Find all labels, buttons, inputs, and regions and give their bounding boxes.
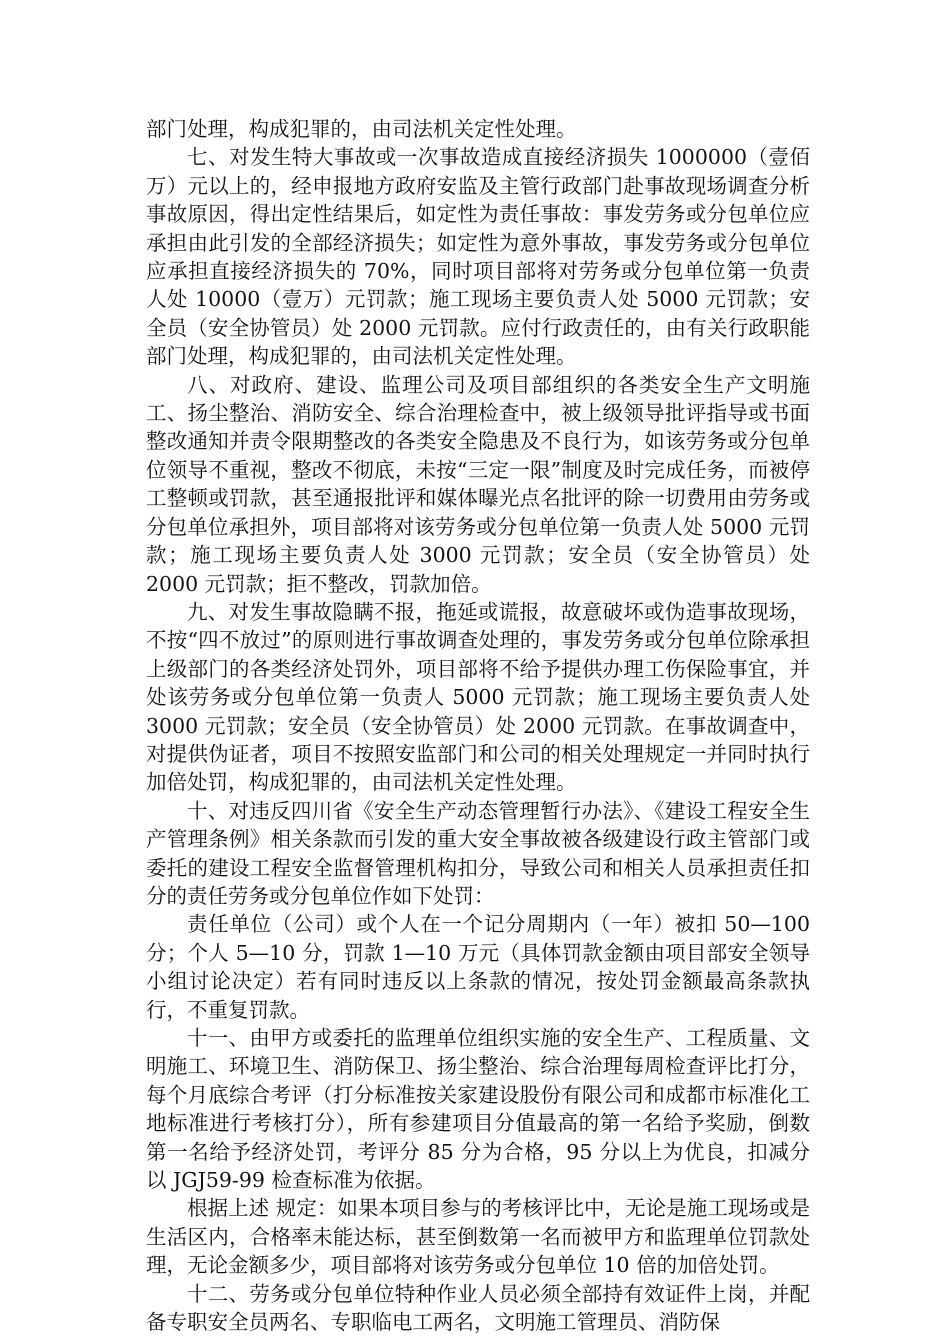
paragraph-clause-11-rule: 根据上述 规定：如果本项目参与的考核评比中，无论是施工现场或是生活区内，合格率未能达标，甚至倒数第一名而被甲方和监理单位罚款处理，无论金额多少，项目部将对该劳务或分包单位 10 倍的加倍处罚。 [146, 1196, 810, 1278]
paragraph-clause-7: 七、对发生特大事故或一次事故造成直接经济损失 1000000（壹佰万）元以上的，经申报地方政府安监及主管行政部门赴事故现场调查分析事故原因，得出定性结果后，如定性为责任事故：事发劳务或分包单位应承担由此引发的全部经济损失；如定性为意外事故，事发劳务或分包单位应承担直接经济损失的 70%，同时项目部将对劳务或分包单位第一负责人处 10000（壹万）元罚款；施工现场主要负责人处 5000 元罚款；安全员（安全协管员）处 2000 元罚款。应付行政责任的，由有关行政职能部门处理，构成犯罪的，由司法机关定性处理。 [146, 145, 810, 369]
paragraph-clause-11: 十一、由甲方或委托的监理单位组织实施的安全生产、工程质量、文明施工、环境卫生、消防保卫、扬尘整治、综合治理每周检查评比打分，每个月底综合考评（打分标准按关家建设股份有限公司和成都市标准化工地标准进行考核打分），所有参建项目分值最高的第一名给予奖励，倒数第一名给予经济处罚，考评分 85 分为合格，95 分以上为优良，扣减分以 JGJ59-99 检查标准为依据。 [146, 1026, 810, 1193]
paragraph-clause-10-penalty: 责任单位（公司）或个人在一个记分周期内（一年）被扣 50—100 分；个人 5—10 分，罚款 1—10 万元（具体罚款金额由项目部安全领导小组讨论决定）若有同时违反以上条款的情况，按处罚金额最高条款执行，不重复罚款。 [146, 912, 810, 1022]
paragraph-clause-12: 十二、劳务或分包单位特种作业人员必须全部持有效证件上岗，并配备专职安全员两名、专职临电工两名，文明施工管理员、消防保 [146, 1281, 810, 1335]
paragraph-clause-9: 九、对发生事故隐瞒不报，拖延或谎报，故意破坏或伪造事故现场，不按“四不放过”的原则进行事故调查处理的，事发劳务或分包单位除承担上级部门的各类经济处罚外，项目部将不给予提供办理工伤保险事宜，并处该劳务或分包单位第一负责人 5000 元罚款；施工现场主要负责人处 3000 元罚款；安全员（安全协管员）处 2000 元罚款。在事故调查中，对提供伪证者，项目不按照安监部门和公司的相关处理规定一并同时执行加倍处罚，构成犯罪的，由司法机关定性处理。 [146, 599, 810, 795]
paragraph-continuation: 部门处理，构成犯罪的，由司法机关定性处理。 [146, 117, 577, 141]
paragraph-clause-10: 十、对违反四川省《安全生产动态管理暂行办法》、《建设工程安全生产管理条例》相关条款而引发的重大安全事故被各级建设行政主管部门或委托的建设工程安全监督管理机构扣分，导致公司和相关人员承担责任扣分的责任劳务或分包单位作如下处罚： [146, 798, 810, 908]
document-body [146, 115, 810, 1336]
paragraph-clause-8: 八、对政府、建设、监理公司及项目部组织的各类安全生产文明施工、扬尘整治、消防安全、综合治理检查中，被上级领导批评指导或书面整改通知并责令限期整改的各类安全隐患及不良行为，如该劳务或分包单位领导不重视，整改不彻底，未按“三定一限”制度及时完成任务，而被停工整顿或罚款，甚至通报批评和媒体曝光点名批评的除一切费用由劳务或分包单位承担外，项目部将对该劳务或分包单位第一负责人处 5000 元罚款；施工现场主要负责人处 3000 元罚款；安全员（安全协管员）处 2000 元罚款；拒不整改，罚款加倍。 [146, 372, 810, 596]
